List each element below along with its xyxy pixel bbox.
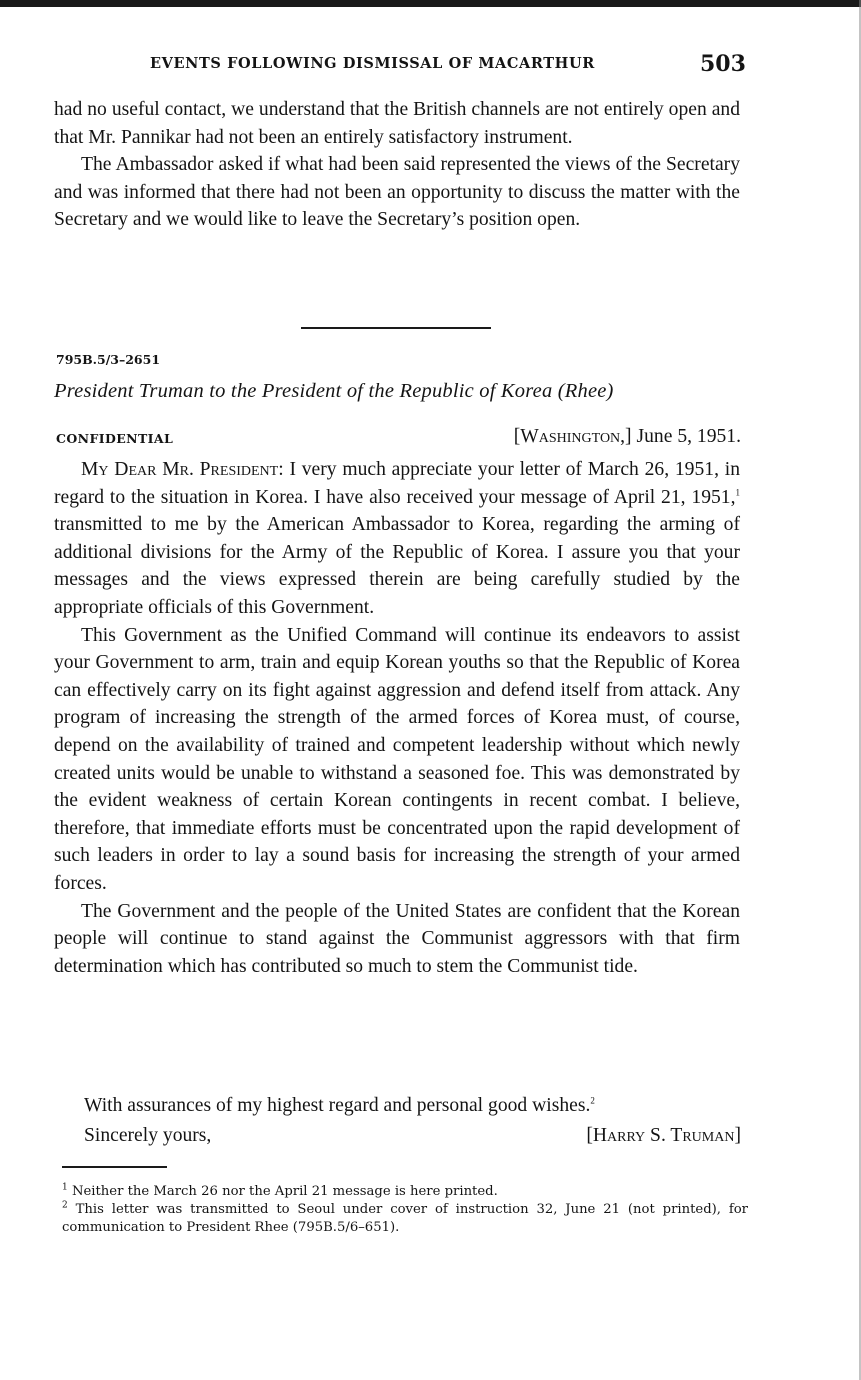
footnote-1-marker: 1 (62, 1182, 68, 1193)
page-number: 503 (700, 51, 746, 77)
running-head: EVENTS FOLLOWING DISMISSAL OF MACARTHUR (150, 55, 595, 72)
footnotes (62, 1183, 748, 1237)
footnote-2-marker: 2 (62, 1200, 68, 1211)
paragraph-1-text: I very much appreciate your letter of March 26, 1951, in regard to the situation in Korea. I have also received your message of April 21, 1951, (54, 459, 740, 508)
classification-label: CONFIDENTIAL (56, 431, 174, 446)
footnote-1: $^1$ Neither the March 26 nor the April 21 message is here printed. (62, 1182, 498, 1199)
continued-paragraph-1: had no useful contact, we understand that the British channels are not entirely open and that Mr. Pannikar had not been an entirely satisfactory instrument. (54, 99, 740, 148)
signature: [Harry S. Truman] (586, 1125, 741, 1146)
continued-text (54, 96, 740, 234)
letter-paragraph-2: This Government as the Unified Command will continue its endeavors to assist your Government to arm, train and equip Korean youths so that the Republic of Korea can effectively carry on its fight against aggression and defend itself from attack. Any program of increasing the strength of the armed forces of Korea must, of course, depend on the availability of trained and competent leadership without which newly created units would be unable to withstand a seasoned foe. This was demonstrated by the evident weakness of certain Korean contingents in recent combat. I believe, therefore, that immediate efforts must be concentrated upon the rapid development of such leaders in order to lay a sound basis for increasing the strength of your armed forces. (54, 624, 740, 894)
letter-paragraph-1 (54, 456, 740, 622)
complimentary-close: Sincerely yours, (84, 1125, 212, 1146)
continued-paragraph-2: The Ambassador asked if what had been said represented the views of the Secretary and was informed that there had not been an opportunity to discuss the matter with the Secretary and we would like to leave the Secretary’s position open. (54, 154, 740, 231)
letter-body (54, 456, 740, 980)
footnote-ref-2: 2 (590, 1095, 595, 1106)
footnote-rule (62, 1166, 167, 1168)
footnote-ref-1: 1 (735, 487, 740, 498)
document-title: President Truman to the President of the Republic of Korea (Rhee) (54, 380, 614, 402)
section-divider (301, 327, 491, 329)
dateline (514, 426, 741, 448)
page-top-border (0, 0, 861, 7)
footnote-2: $^2$ This letter was transmitted to Seoul under cover of instruction 32, June 21 (not printed), for communication to President Rhee (795B.5/6–651). (62, 1200, 748, 1235)
dateline-place: [Washington,] (513, 426, 632, 447)
salutation: My Dear Mr. President: (81, 459, 284, 480)
dateline-date: June 5, 1951. (636, 426, 741, 447)
letter-paragraph-3: The Government and the people of the United States are confident that the Korean people will continue to stand against the Communist aggressors with that firm determination which has contributed so much to stem the Communist tide. (54, 900, 740, 977)
document-file-number: 795B.5/3–2651 (56, 352, 161, 367)
closing-line: With assurances of my highest regard and personal good wishes.$^2$ (84, 1095, 595, 1116)
paragraph-1-continued: transmitted to me by the American Ambassador to Korea, regarding the arming of additional divisions for the Army of the Republic of Korea. I assure you that your messages and the views expressed therein are being carefully studied by the appropriate officials of this Government. (54, 514, 740, 618)
